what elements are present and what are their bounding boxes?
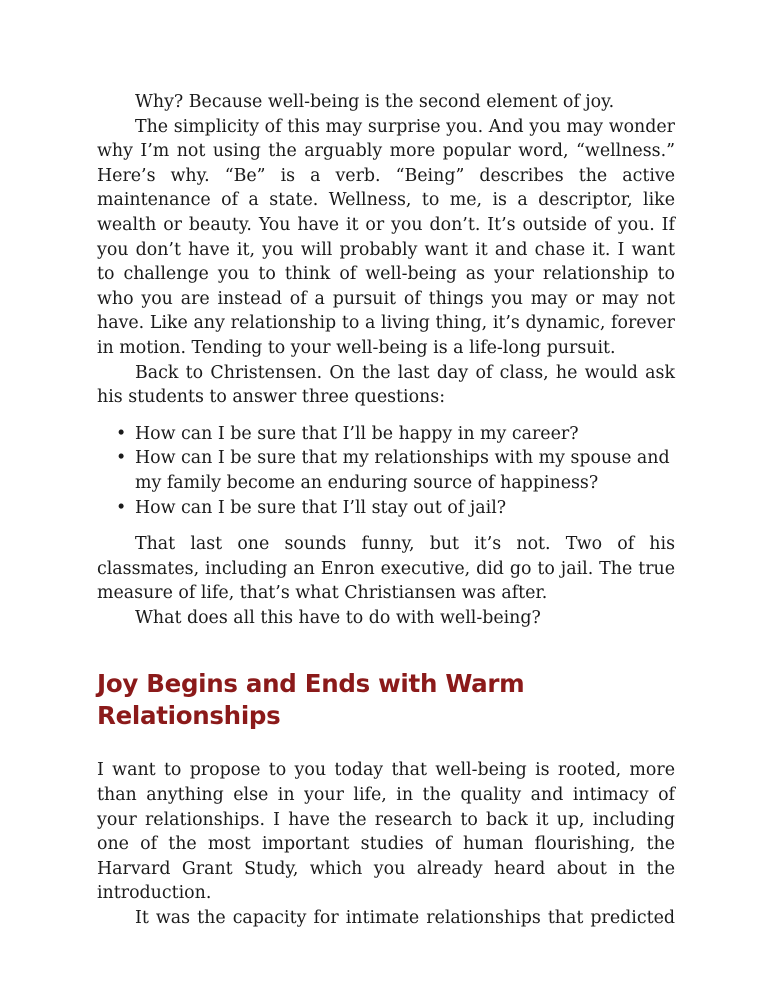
paragraph: Why? Because well-being is the second element of joy. [135,92,615,112]
list-item [116,422,675,447]
question-list [97,422,675,520]
list-item [116,496,675,521]
bullet-icon: • [116,497,127,518]
list-item-text: How can I be sure that I’ll be happy in my career? [135,423,579,444]
paragraph: What does all this have to do with well-being? [135,607,541,628]
paragraph: That last one sounds funny, but it’s not. Two of his classmates, including an Enron executive, did go to jail. The true measure of life, that’s what Christiansen was after. [97,534,675,604]
bullet-icon: • [116,423,127,444]
page-body [97,90,675,931]
list-item [116,446,675,495]
bullet-icon: • [116,448,127,469]
paragraph: It was the capacity for intimate relationships that predicted [135,908,675,929]
list-item-text: How can I be sure that I’ll stay out of jail? [135,497,507,518]
paragraph: Back to Christensen. On the last day of class, he would ask his students to answer three questions: [97,362,675,408]
list-item-text: How can I be sure that my relationships with my spouse and my family become an enduring source of happiness? [135,448,670,493]
section-heading: Joy Begins and Ends with Warm Relationships [97,669,525,731]
paragraph: I want to propose to you today that well-being is rooted, more than anything else in your life, in the quality and intimacy of your relationships. I have the research to back it up, including one of the most important studies of human flourishing, the Harvard Grant Study, which you already heard about in the introduction. [97,760,675,904]
paragraph: The simplicity of this may surprise you. And you may wonder why I’m not using the arguably more popular word, “wellness.” Here’s why. “Be” is a verb. “Being” describes the active maintenance of a state. Wellness, to me, is a descriptor, like wealth or beauty. You have it or you don’t. It’s outside of you. If you don’t have it, you will probably want it and chase it. I want to challenge you to think of well-being as your relationship to who you are instead of a pursuit of things you may or may not have. Like any relationship to a living thing, it’s dynamic, forever in motion. Tending to your well-being is a life-long pursuit. [97,116,675,358]
